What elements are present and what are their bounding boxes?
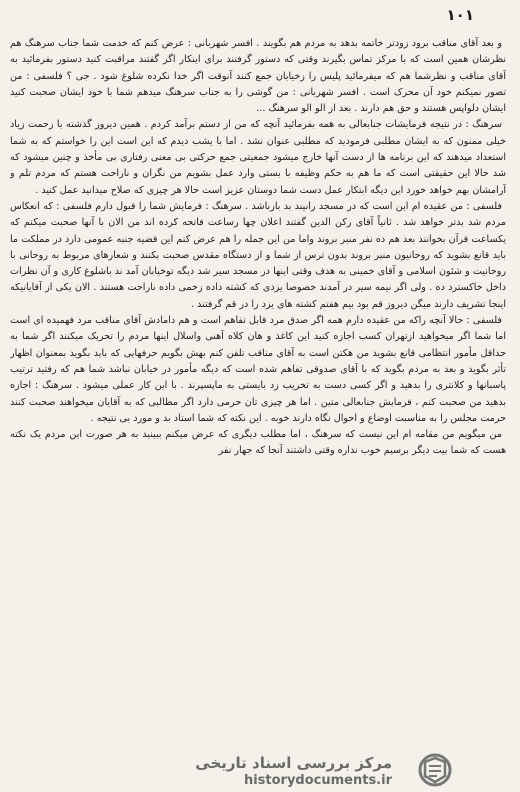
paragraph-3: فلسفی : من عقیده ام این است که در مسجد رانیند بد بازباشد . سرهنگ : فرمایش شما را قبول دارم فلسفی : که انعکاس مردم شد بدتر خواهد شد . ثانیاً آقای رکن الدین گفتند اعلان چها رساعت فاتحه کرده اند من الان با آنها صحبت میکنم که یکساعت قرآن بخوانند بعد هم ده نفر منبر بروند واما من این جمله را هم عرض کنم این قضیه جنبه عمومی دارد در مملکت ما باید قانع بشوید که روحانیون منبر بروند بدون ترس از شما و از دستگاه مقدس صحبت بکنند و شعارهای مربوط به روحانی با روحانیت و شئون اسلامی و آقای خمینی به هدف وقتی اینها در مسجد سیر شد دیگه توخیابان آمد ند باشلوغ کاری و آن نظرات داخل خاکسترد ده . ولی اگر نیمه سیر در آمدند خصوصا یزدی که کشته داده زخمی داده ناراحت هستند . الان یکی از آقایانیکه اینجا تشریف دارند میگن دیروز قم بود بیم هفتم کشته های یزد را در قم گرفتند .	[10, 200, 506, 310]
archive-seal-icon	[402, 752, 468, 788]
watermark-title: مرکز بررسی اسناد تاریخی	[195, 754, 392, 772]
page-number: ۱۰۱	[446, 6, 474, 24]
paragraph-2: سرهنگ : در نتیجه فرمایشات جنابعالی به همه بفرمائید آنچه که من از دستم برآمد کردم . همین دیروز گذشته با زحمت زیاد خیلی ممنون که به ایشان مطلبی فرمودید که مطلبی عنوان نشد . اما با یشب دیدم که این است این را خواستم که به شما استعداد میدهند که این برنامه ها از دست آنها خارج میشود جمعیتی جمع حرکتی بی معنی رفتاری بی مأخذ و چنین میشود که شد حالا این حقیقتی است که ما هم به حکم وظیفه با بستی وارد عمل بشویم من نگران و ناراحت هستم که مردم تلم و آرامشان بهم خواهد خورد این دیگه ابتکار عمل دست شما دوستان عزیز است حالا هر چیزی که صلاح میدانید عمل کنید .	[10, 119, 506, 196]
archive-watermark	[8, 750, 512, 788]
paragraph-1: و بعد آقای مناقب برود زودتر خاتمه بدهد به مردم هم بگویند . افسر شهربانی : عرض کنم که خدمت شما جناب سرهنگ هم نظرشان همین است که با مرکز تماس بگیرند وقتی که دستور گرفتند برای اینکار اگر گفتند مراقبت کنید دستور بفرمائید به آقای مناقب و نظرشما هم که میفرمائید پلیس را زخیابان جمع کنند آنوقت اگر خدا نکرده شلوغ شود . جی ؟ فلسفی : من تصور نمیکنم خود آن محرک است . افسر شهربانی : من گوشی را به جناب سرهنگ میدهم شما با خود ایشان صحبت کنید ایشان دلواپس هستند و حق هم دارند . بعد از الو الو سرهنگ ...	[10, 38, 506, 115]
paragraph-5: من میگویم من مقامه ام این نیست که سرهنگ ، اما مطلب دیگری که عرض میکنم ببینید به هر صورت این مردم یک نکته هست که شما بیت دیگر برسیم خوب نداره وقتی داشتند آنجا که جهار نفر	[10, 429, 506, 457]
document-body	[10, 36, 506, 746]
paragraph-4: فلسفی : حالا آنچه راکه من عقیده دارم همه اگر صدق مرد قابل تفاهم است و هم دامادش آقای مناقب مرد فهمیده ای است اما شما اگر میخواهید ازتهران کسب اجازه کنید این کاغذ و هان کلاه آهنی واسلال اینها مردم را تحریک میکنند اگر شما به حداقل مأمور انتظامی قانع بشوید من هکتن است به آقای مناقب تلفن کنم بهش بگویم حرفهایی که باید بگوید بمعنوان اظهار تأثر بگوید و بعد به مردم بگوید که با آقای صدوقی تفاهم شده است که دیگه مأمور در خیابان نباشد شما هم که رفتید ترتیب پاسبانها و کلانتری را بدهید و اگر کسی دست به تخریب زد بایستی به ماپسپرند . با این کار عملی میشود . سرهنگ : اجازه بدهید من صحبت کنم ، فرمایش جنابعالی متین . اما هر چیزی تان حرمی دارد اگر مطالبی که به آقایان میخواهند صحبت کنند حرمت مجلس را به مناسبت اوضاع و احوال نگاه دارند خوبه . این نکته که شما استاد بد و مورد بی نتیجه .	[10, 315, 506, 424]
watermark-url: historydocuments.ir	[243, 773, 392, 788]
